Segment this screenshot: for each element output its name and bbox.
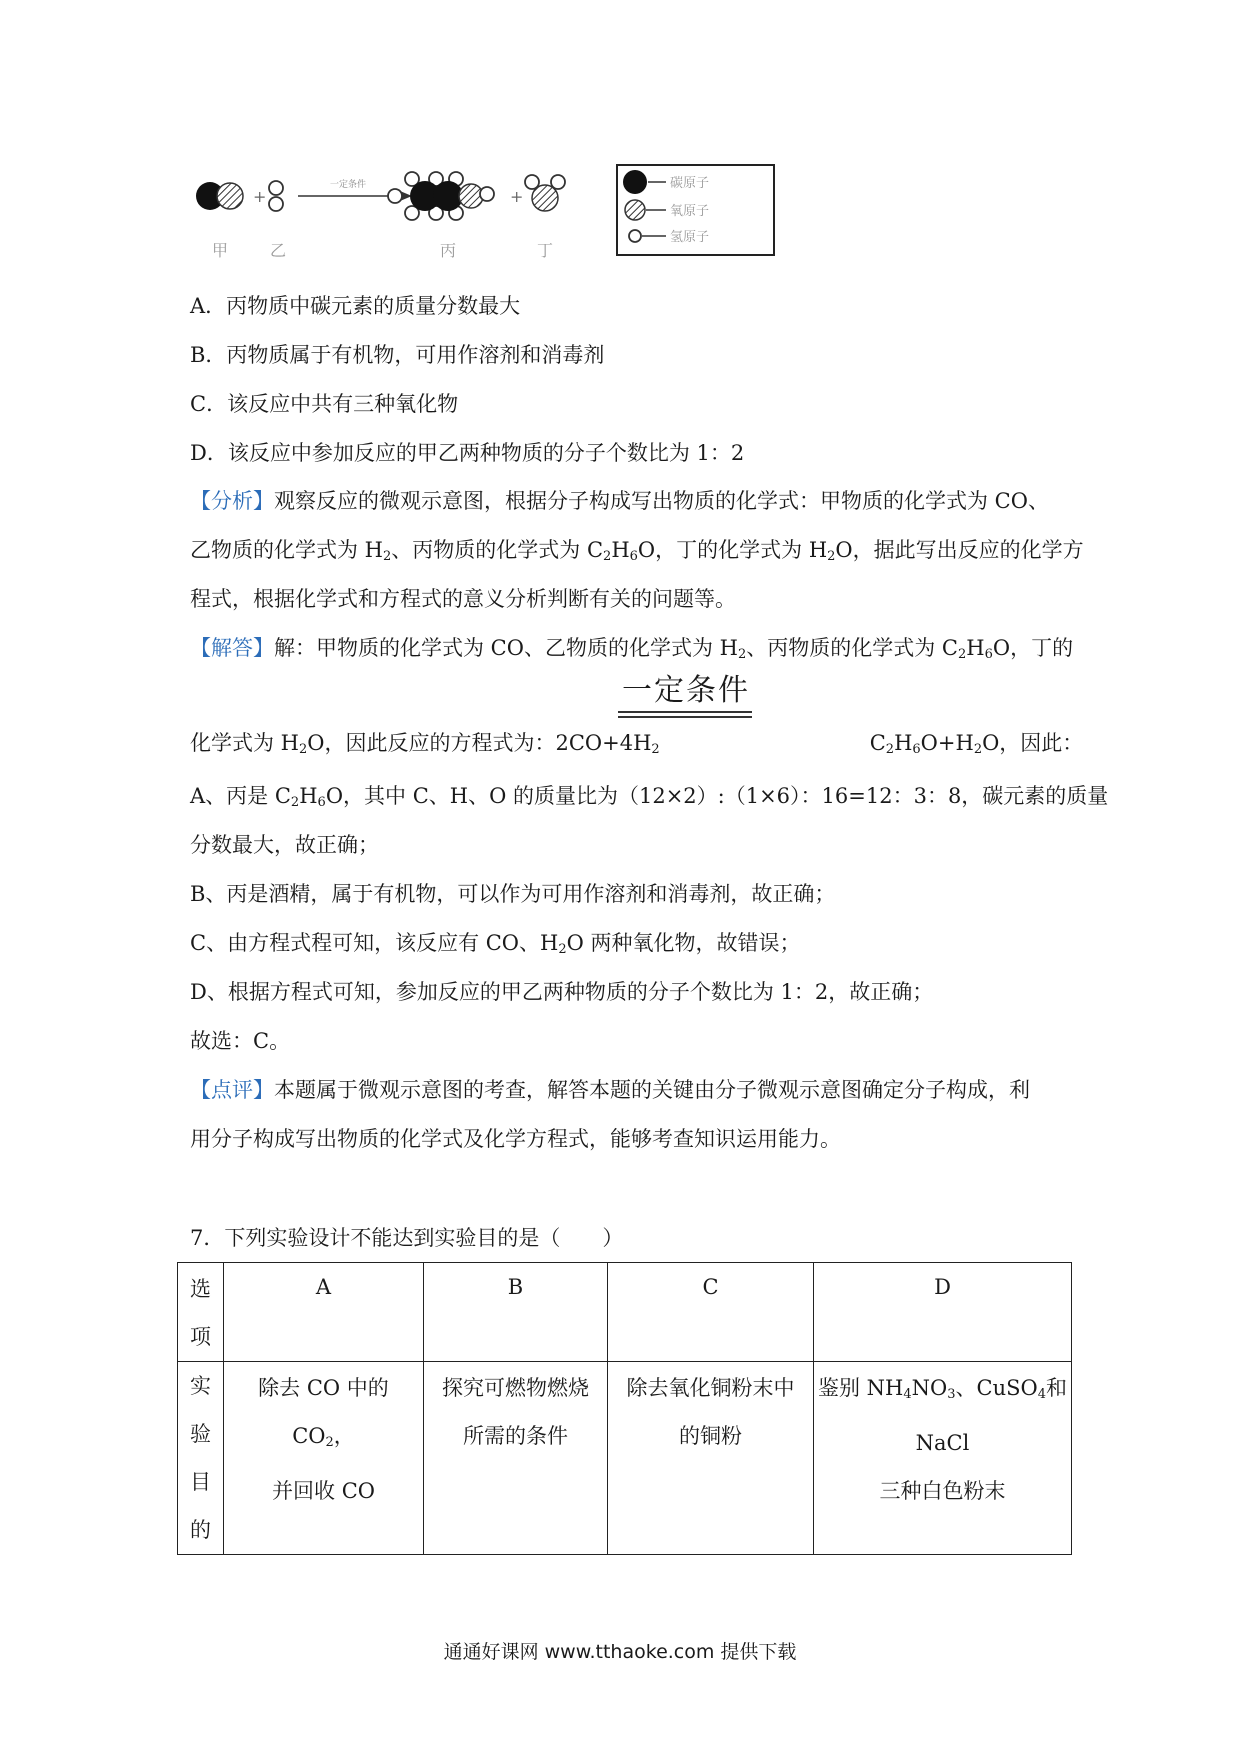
- reaction-condition: 一定条件: [622, 673, 750, 708]
- molecule-h2-icon: [269, 181, 283, 211]
- label-jia: 甲: [212, 241, 229, 260]
- legend-carbon: 碳原子: [670, 176, 710, 191]
- answer-line-1: 【解答】解：甲物质的化学式为 CO、乙物质的化学式为 $H_2$、丙物质的化学式为 $C_2H_6O$，丁的: [190, 636, 1074, 662]
- answer-d-line: D、根据方程式可知，参加反应的甲乙两种物质的分子个数比为 1：2，故正确；: [190, 980, 934, 1004]
- answer-tag: 【解答】: [190, 636, 274, 660]
- condition-bar: [618, 716, 752, 718]
- answer-choice: 故选：C。: [190, 1029, 291, 1053]
- analysis-line-3: 程式，根据化学式和方程式的意义分析判断有关的问题等。: [190, 587, 736, 611]
- page-footer: 通通好课网 www.tthaoke.com 提供下载: [443, 1641, 797, 1663]
- col-header-a: A: [224, 1263, 424, 1362]
- cell-b: 探究可燃物燃烧 所需的条件: [424, 1362, 608, 1555]
- plus-sign-2: +: [510, 187, 524, 206]
- analysis-line-2: 乙物质的化学式为 $H_2$、丙物质的化学式为 $C_2H_6O$，丁的化学式为 $H_2O$，据此写出反应的化学方: [190, 538, 1084, 564]
- col-header-c: C: [608, 1263, 814, 1362]
- atom-legend: [617, 165, 774, 255]
- plus-sign: +: [253, 187, 267, 206]
- option-c: C．该反应中共有三种氧化物: [190, 392, 459, 416]
- answer-equation-line: 化学式为 $H_2O$，因此反应的方程式为：$2CO+4H_2$ $C_2H_6O+H_2O$，因此：: [190, 731, 1084, 757]
- col-header-d: D: [814, 1263, 1072, 1362]
- molecule-co-icon: [196, 182, 243, 210]
- molecule-water-icon: [525, 175, 565, 211]
- answer-a-line-1: A、丙是 $C_2H_6O$，其中 C、H、O 的质量比为（12×2）:（1×6）：16=12：3：8，碳元素的质量: [190, 784, 1109, 810]
- analysis-tag: 【分析】: [190, 489, 274, 513]
- option-b: B．丙物质属于有机物，可用作溶剂和消毒剂: [190, 343, 605, 367]
- answer-b-line: B、丙是酒精，属于有机物，可以作为可用作溶剂和消毒剂，故正确；: [190, 882, 836, 906]
- cell-c: 除去氧化铜粉末中 的铜粉: [608, 1362, 814, 1555]
- question-7-table: [177, 1262, 1072, 1555]
- row-header-option: 选 项: [178, 1263, 224, 1362]
- row-header-purpose: 实 验 目 的: [178, 1362, 224, 1555]
- col-header-b: B: [424, 1263, 608, 1362]
- cell-a: 除去 CO 中的 $CO_2$， 并回收 CO: [224, 1362, 424, 1555]
- condition-bar: [618, 711, 752, 713]
- answer-c-line: C、由方程式程可知，该反应有 CO、$H_2O$ 两种氧化物，故错误；: [190, 931, 801, 957]
- review-tag: 【点评】: [190, 1078, 274, 1102]
- label-yi: 乙: [270, 241, 287, 260]
- cell-d: 鉴别 $NH_4NO_3$、CuSO$_4$和 NaCl 三种白色粉末: [814, 1362, 1072, 1555]
- arrow-label: 一定条件: [330, 180, 367, 190]
- question-7-stem: 7．下列实验设计不能达到实验目的是（ ）: [190, 1226, 624, 1250]
- analysis-line-1: 【分析】观察反应的微观示意图，根据分子构成写出物质的化学式：甲物质的化学式为 CO、: [190, 489, 1049, 513]
- review-line-2: 用分子构成写出物质的化学式及化学方程式，能够考查知识运用能力。: [190, 1127, 841, 1151]
- label-ding: 丁: [537, 241, 554, 260]
- label-bing: 丙: [440, 241, 457, 260]
- review-line-1: 【点评】本题属于微观示意图的考查，解答本题的关键由分子微观示意图确定分子构成，利: [190, 1078, 1030, 1102]
- legend-hydrogen: 氢原子: [670, 230, 710, 245]
- option-d: D．该反应中参加反应的甲乙两种物质的分子个数比为 1：2: [190, 441, 745, 465]
- option-a: A．丙物质中碳元素的质量分数最大: [190, 294, 521, 318]
- reaction-diagram: [190, 160, 820, 270]
- answer-a-line-2: 分数最大，故正确；: [190, 833, 379, 857]
- legend-oxygen: 氧原子: [670, 204, 710, 219]
